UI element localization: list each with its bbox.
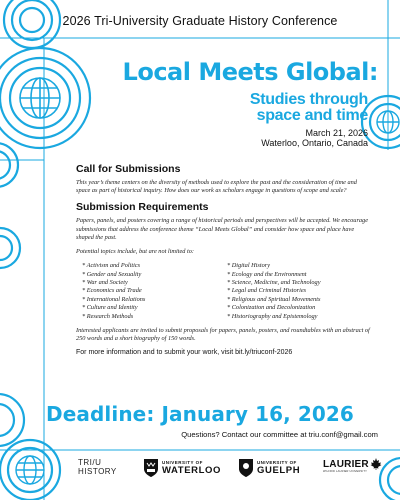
- topic-item: * Research Methods: [82, 312, 134, 320]
- call-body: This year’s theme centers on the diversity of methods used to explore the past and the consideration of time and space as part of historical inquiry. How does our work as scholars engage in questions of scope and scale?: [76, 179, 357, 195]
- topic-item: * Ecology and the Environment: [227, 270, 307, 278]
- guelph-logo-small-text: UNIVERSITY OF: [257, 460, 297, 465]
- rings-left-lower: [0, 228, 20, 268]
- globe-icon-right: [377, 111, 399, 133]
- globe-icon-bottom-left: [16, 456, 44, 484]
- rings-left-middle: [0, 143, 18, 187]
- triu-logo-line-2: HISTORY: [78, 466, 117, 476]
- topic-item: * Gender and Sexuality: [82, 270, 142, 278]
- rings-right-bottom: [380, 458, 400, 500]
- topics-intro: Potential topics include, but are not limited to:: [76, 248, 194, 256]
- contact-text: Questions? Contact our committee at: [181, 430, 309, 439]
- requirements-body: Papers, panels, and posters covering a range of historical periods and perspectives will be accepted. We encourage submissions that address the conference theme “Local Meets Global” and consider how space and place have shaped the past.: [76, 217, 368, 241]
- guelph-logo-big-text: GUELPH: [257, 465, 301, 476]
- topics-list: [82, 262, 372, 321]
- laurier-logo: [323, 459, 382, 473]
- event-date-location: [261, 128, 368, 148]
- subtitle-line-2: space and time: [256, 107, 368, 124]
- guelph-logo: [238, 458, 300, 478]
- triu-history-logo: [78, 459, 117, 476]
- event-date: March 21, 2026: [305, 128, 368, 138]
- topic-item: * International Relations: [82, 295, 146, 303]
- contact-email-link[interactable]: triu.conf@gmail.com: [308, 430, 378, 439]
- more-info-text: For more information and to submit your work, visit: [76, 349, 236, 357]
- event-location: Waterloo, Ontario, Canada: [261, 138, 368, 148]
- topic-item: * Digital History: [227, 262, 271, 270]
- topic-item: * Culture and Identity: [82, 304, 138, 312]
- maple-leaf-icon: [370, 458, 382, 470]
- call-heading: Call for Submissions: [76, 163, 181, 175]
- waterloo-logo-small-text: UNIVERSITY OF: [162, 460, 203, 465]
- waterloo-crest-icon: [143, 458, 159, 478]
- guelph-crest-icon: [238, 458, 254, 478]
- requirements-heading: Submission Requirements: [76, 201, 209, 214]
- subtitle: [250, 92, 368, 124]
- waterloo-logo-big-text: WATERLOO: [162, 465, 221, 476]
- globe-icon-upper-left: [20, 78, 60, 118]
- conference-title: 2026 Tri-University Graduate History Conference: [62, 14, 338, 28]
- more-info: [76, 349, 372, 356]
- submission-link[interactable]: bit.ly/triuconf-2026: [235, 349, 293, 357]
- topic-item: * Colonization and Decolonization: [227, 304, 316, 312]
- topic-item: * Activism and Politics: [82, 262, 141, 270]
- laurier-logo-small-text: WILFRID LAURIER UNIVERSITY: [323, 470, 368, 473]
- submission-note: Interested applicants are invited to submit proposals for papers, panels, posters, and roundtables with an abstract of 250 words and a short biography of 150 words.: [76, 327, 370, 343]
- rings-globe-bottom-left: [0, 440, 60, 500]
- topics-column-right: [227, 262, 372, 321]
- sponsor-logos: [78, 456, 378, 486]
- topics-column-left: [82, 262, 227, 321]
- topic-item: * Legal and Criminal Histories: [227, 287, 307, 295]
- topic-item: * Economics and Trade: [82, 287, 142, 295]
- main-content: [76, 163, 372, 356]
- topic-item: * Historiography and Epistemology: [227, 312, 318, 320]
- topic-item: * War and Society: [82, 279, 128, 287]
- topic-item: * Science, Medicine, and Technology: [227, 279, 321, 287]
- triu-logo-line-1: TRI/U: [78, 458, 102, 467]
- contact-line: [181, 430, 378, 439]
- topic-item: * Religious and Spiritual Movements: [227, 295, 321, 303]
- deadline: Deadline: January 16, 2026: [46, 402, 354, 426]
- rings-globe-upper-left: [0, 48, 90, 148]
- laurier-logo-big-text: LAURIER: [323, 459, 369, 470]
- main-title: Local Meets Global:: [122, 58, 378, 86]
- subtitle-line-1: Studies through: [249, 91, 368, 108]
- waterloo-logo: [143, 458, 221, 478]
